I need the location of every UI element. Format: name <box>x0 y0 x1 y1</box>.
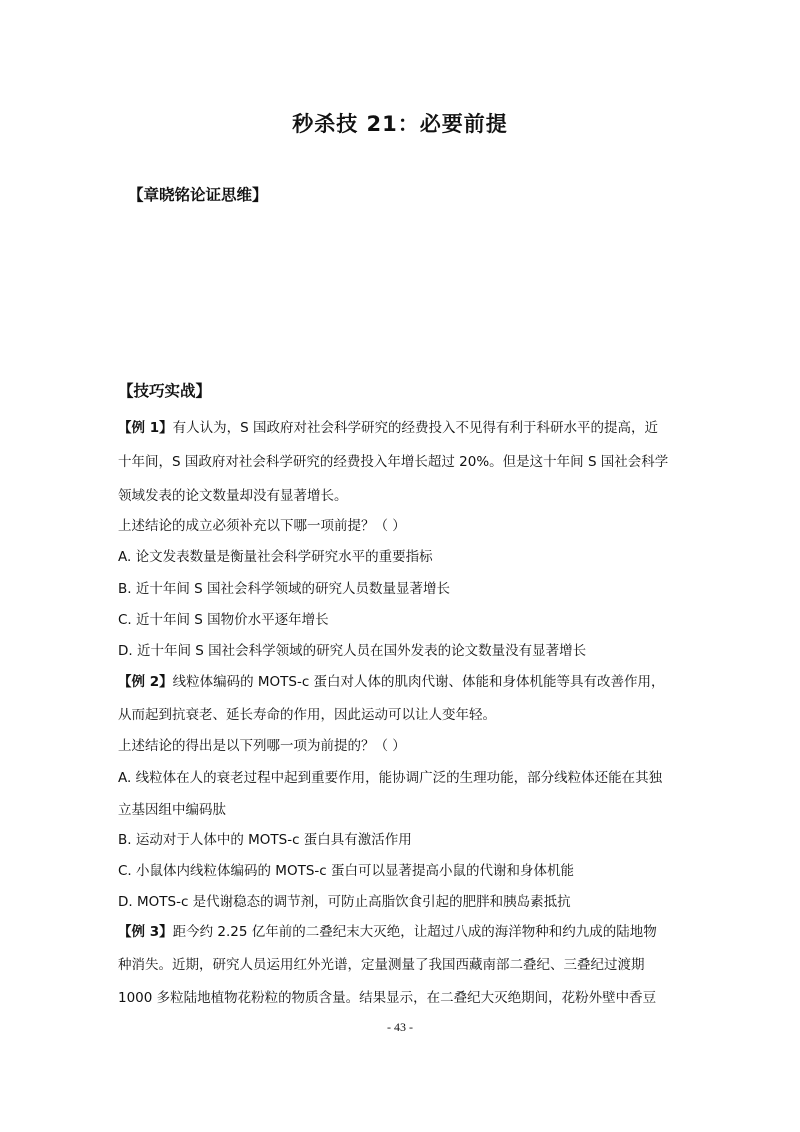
example-2-line-1 <box>118 670 665 690</box>
example-2-line-2: 从而起到抗衰老、延长寿命的作用，因此运动可以让人变年轻。 <box>118 707 496 723</box>
example-3-label: 【例 3】 <box>118 924 173 940</box>
example-2-option-c: C. 小鼠体内线粒体编码的 MOTS-c 蛋白可以显著提高小鼠的代谢和身体机能 <box>118 863 574 879</box>
example-1-line-2: 十年间，S 国政府对社会科学研究的经费投入年增长超过 20%。但是这十年间 S 国社会科学 <box>118 454 669 470</box>
example-1-line-3: 领域发表的论文数量却没有显著增长。 <box>118 488 348 504</box>
example-1-option-c: C. 近十年间 S 国物价水平逐年增长 <box>118 612 329 628</box>
example-2-label: 【例 2】 <box>118 674 173 690</box>
example-2-option-a-line-1: A. 线粒体在人的衰老过程中起到重要作用，能协调广泛的生理功能，部分线粒体还能在其独 <box>118 770 663 786</box>
example-3-text: 距今约 2.25 亿年前的二叠纪末大灭绝，让超过八成的海洋物种和约九成的陆地物 <box>172 924 657 940</box>
example-3-line-2: 种消失。近期，研究人员运用红外光谱，定量测量了我国西藏南部二叠纪、三叠纪过渡期 <box>118 957 645 973</box>
example-3-line-1 <box>118 920 657 940</box>
section-heading-thinking: 【章晓铭论证思维】 <box>128 186 268 204</box>
page-title: 秒杀技 21：必要前提 <box>292 112 508 136</box>
example-1-label: 【例 1】 <box>118 420 173 436</box>
example-1-text: 有人认为，S 国政府对社会科学研究的经费投入不见得有利于科研水平的提高，近 <box>172 420 658 436</box>
example-2-question: 上述结论的得出是以下列哪一项为前提的？（ ） <box>118 738 406 754</box>
example-1-line-1 <box>118 416 658 436</box>
example-1-option-a: A. 论文发表数量是衡量社会科学研究水平的重要指标 <box>118 549 433 565</box>
page-number: - 43 - <box>387 1020 413 1034</box>
example-2-option-d: D. MOTS-c 是代谢稳态的调节剂，可防止高脂饮食引起的肥胖和胰岛素抵抗 <box>118 894 571 910</box>
example-2-text: 线粒体编码的 MOTS-c 蛋白对人体的肌肉代谢、体能和身体机能等具有改善作用， <box>172 674 665 690</box>
section-heading-practice: 【技巧实战】 <box>118 382 212 400</box>
example-1-question: 上述结论的成立必须补充以下哪一项前提？（ ） <box>118 518 406 534</box>
example-1-option-d: D. 近十年间 S 国社会科学领域的研究人员在国外发表的论文数量没有显著增长 <box>118 643 587 659</box>
example-2-option-b: B. 运动对于人体中的 MOTS-c 蛋白具有激活作用 <box>118 832 412 848</box>
example-3-line-3: 1000 多粒陆地植物花粉粒的物质含量。结果显示，在二叠纪大灭绝期间，花粉外壁中香豆 <box>118 990 657 1006</box>
example-1-option-b: B. 近十年间 S 国社会科学领域的研究人员数量显著增长 <box>118 581 450 597</box>
example-2-option-a-line-2: 立基因组中编码肽 <box>118 802 226 818</box>
